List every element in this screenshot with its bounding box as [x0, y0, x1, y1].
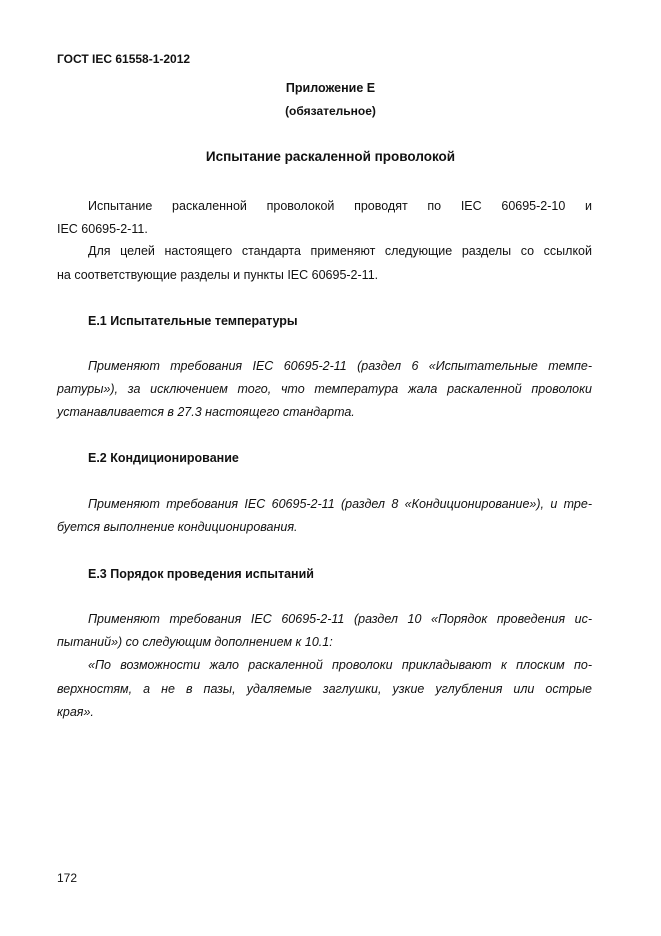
- section-heading-e1: Е.1 Испытательные температуры: [88, 314, 298, 328]
- annex-title: Приложение Е: [285, 81, 376, 95]
- document-id: ГОСТ IEC 61558-1-2012: [57, 52, 191, 66]
- paragraph-line: Применяют требования IEC 60695-2-11 (раздел 6 «Испытательные темпе-: [88, 359, 592, 373]
- annex-status: (обязательное): [285, 104, 376, 118]
- paragraph-line: верхностям, а не в пазы, удаляемые заглушки, узкие углубления или острые: [57, 682, 592, 696]
- annex-heading: Испытание раскаленной проволокой: [205, 149, 456, 164]
- paragraph-line: IEC 60695-2-11.: [57, 222, 148, 236]
- paragraph-line: ратуры»), за исключением того, что температура жала раскаленной проволоки: [57, 382, 592, 396]
- paragraph-line: на соответствующие разделы и пункты IEC 60695-2-11.: [57, 268, 379, 282]
- page-number: 172: [57, 871, 78, 885]
- section-heading-e3: Е.3 Порядок проведения испытаний: [88, 567, 314, 581]
- paragraph-line: буется выполнение кондиционирования.: [57, 520, 298, 534]
- paragraph-line: пытаний») со следующим дополнением к 10.1:: [57, 635, 333, 649]
- paragraph-line: Применяют требования IEC 60695-2-11 (раздел 8 «Кондиционирование»), и тре-: [88, 497, 592, 511]
- paragraph-line: устанавливается в 27.3 настоящего стандарта.: [57, 405, 355, 419]
- paragraph-line: «По возможности жало раскаленной проволоки прикладывают к плоским по-: [88, 658, 592, 672]
- section-heading-e2: Е.2 Кондиционирование: [88, 451, 239, 465]
- paragraph-line: Для целей настоящего стандарта применяют следующие разделы со ссылкой: [88, 244, 592, 258]
- paragraph-line: края».: [57, 705, 94, 719]
- paragraph-line: Испытание раскаленной проволокой проводят по IEC 60695-2-10 и: [88, 199, 592, 213]
- paragraph-line: Применяют требования IEC 60695-2-11 (раздел 10 «Порядок проведения ис-: [88, 612, 592, 626]
